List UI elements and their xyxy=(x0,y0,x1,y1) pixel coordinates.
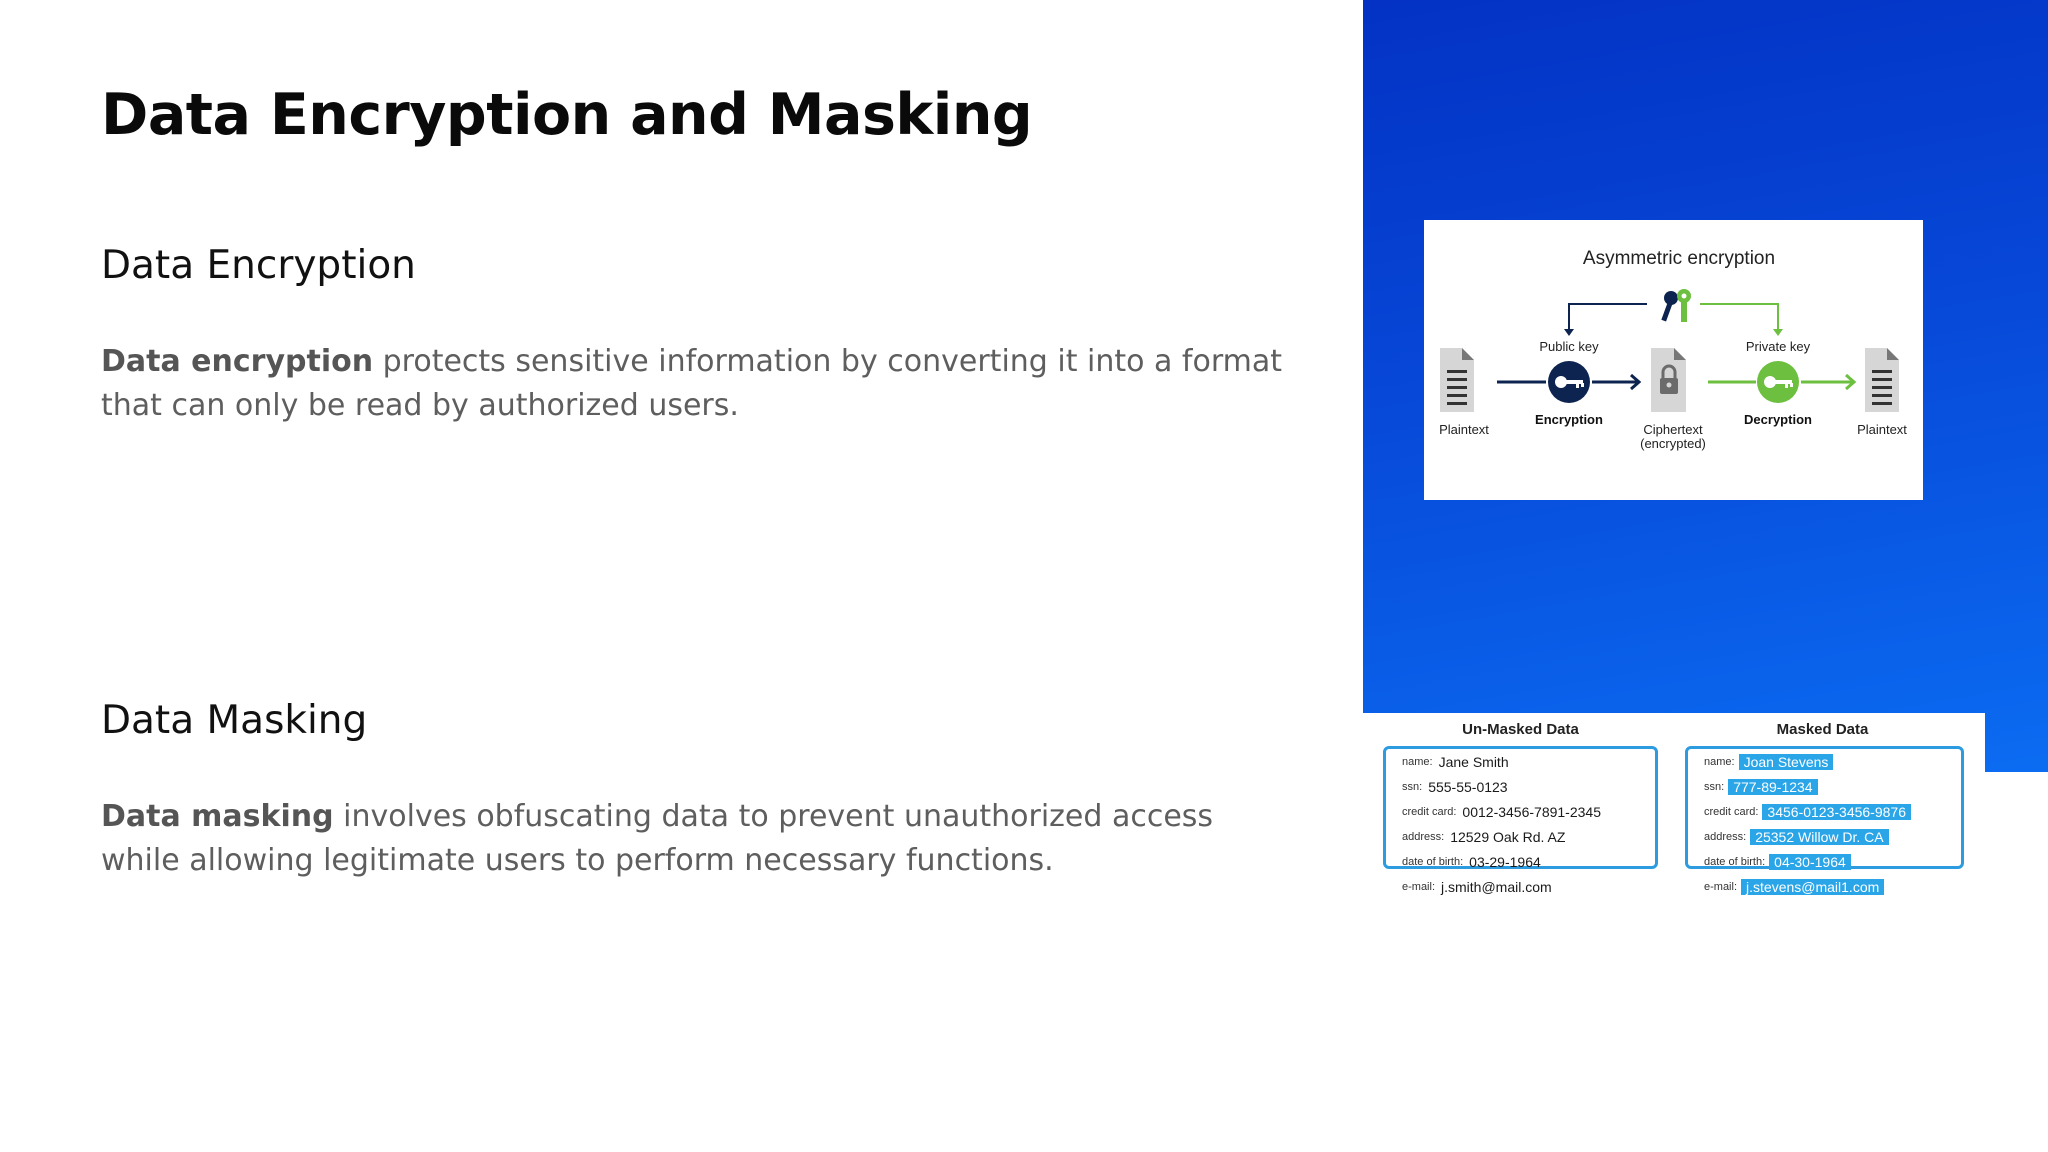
unmasked-field-value: Jane Smith xyxy=(1438,754,1509,770)
unmasked-field-label: address: xyxy=(1402,831,1445,843)
encryption-label: Encryption xyxy=(1535,412,1603,427)
masked-field-value: 3456-0123-3456-9876 xyxy=(1762,804,1911,820)
masking-heading: Data Masking xyxy=(101,698,368,743)
unmasked-field-label: ssn: xyxy=(1402,781,1423,793)
plaintext-document-icon-right xyxy=(1865,348,1899,412)
unmasked-field-label: name: xyxy=(1402,756,1433,768)
masked-field-label: ssn: xyxy=(1704,781,1725,793)
page-title: Data Encryption and Masking xyxy=(101,82,1033,148)
unmasked-row xyxy=(1402,826,1565,848)
encryption-term: Data encryption xyxy=(101,344,374,379)
unmasked-row xyxy=(1402,851,1541,873)
masked-field-label: date of birth: xyxy=(1704,856,1766,868)
unmasked-field-value: 03-29-1964 xyxy=(1469,854,1541,870)
masked-field-label: e-mail: xyxy=(1704,881,1738,893)
plaintext-label-right: Plaintext xyxy=(1857,422,1907,437)
masked-field-value: 04-30-1964 xyxy=(1769,854,1851,870)
private-key-connector xyxy=(1700,304,1778,332)
unmasked-field-value: j.smith@mail.com xyxy=(1441,879,1552,895)
public-key-label: Public key xyxy=(1539,339,1599,354)
diagram-title: Asymmetric encryption xyxy=(1582,248,1776,269)
unmasked-row xyxy=(1402,751,1509,773)
masked-row xyxy=(1704,826,1889,848)
decryption-label: Decryption xyxy=(1744,412,1812,427)
public-key-connector xyxy=(1569,304,1647,332)
decryption-key-icon xyxy=(1757,361,1799,403)
masked-row xyxy=(1704,801,1911,823)
unmasked-row xyxy=(1402,776,1508,798)
unmasked-field-label: credit card: xyxy=(1402,806,1457,818)
masked-field-value: Joan Stevens xyxy=(1739,754,1834,770)
masked-title: Masked Data xyxy=(1776,721,1869,738)
masked-row xyxy=(1704,776,1818,798)
data-masking-comparison xyxy=(1363,713,1985,913)
unmasked-row xyxy=(1402,876,1552,898)
masked-data-box xyxy=(1685,746,1964,895)
masked-field-value: 777-89-1234 xyxy=(1728,779,1817,795)
unmasked-field-value: 12529 Oak Rd. AZ xyxy=(1450,829,1566,845)
encryption-text: protects sensitive information by converting it into a format that can only be read by authorized users. xyxy=(101,344,1283,423)
masked-field-label: credit card: xyxy=(1704,806,1759,818)
masked-row xyxy=(1704,876,1884,898)
unmasked-field-label: e-mail: xyxy=(1402,881,1436,893)
encryption-key-icon xyxy=(1548,361,1590,403)
unmasked-field-value: 555-55-0123 xyxy=(1428,779,1508,795)
encryption-heading: Data Encryption xyxy=(101,243,416,288)
masked-row xyxy=(1704,751,1833,773)
masking-text: involves obfuscating data to prevent unauthorized access while allowing legitimate users to perform necessary functions. xyxy=(101,799,1214,878)
encrypted-label: (encrypted) xyxy=(1640,436,1706,451)
unmasked-title: Un-Masked Data xyxy=(1462,721,1579,738)
private-key-label: Private key xyxy=(1745,339,1811,354)
masking-paragraph xyxy=(101,795,1301,883)
masking-term: Data masking xyxy=(101,799,334,834)
masked-field-value: 25352 Willow Dr. CA xyxy=(1750,829,1888,845)
plaintext-document-icon-left xyxy=(1440,348,1474,412)
encryption-diagram-svg xyxy=(1424,220,1923,500)
plaintext-label-left: Plaintext xyxy=(1439,422,1489,437)
masked-row xyxy=(1704,851,1851,873)
unmasked-field-value: 0012-3456-7891-2345 xyxy=(1462,804,1601,820)
asymmetric-encryption-diagram xyxy=(1424,220,1923,500)
masked-field-label: address: xyxy=(1704,831,1747,843)
ciphertext-document-icon xyxy=(1651,348,1686,412)
masked-field-value: j.stevens@mail1.com xyxy=(1741,879,1884,895)
unmasked-row xyxy=(1402,801,1601,823)
keys-icon xyxy=(1661,289,1691,322)
unmasked-field-label: date of birth: xyxy=(1402,856,1464,868)
encryption-paragraph xyxy=(101,340,1301,428)
ciphertext-label: Ciphertext xyxy=(1643,422,1703,437)
unmasked-data-box xyxy=(1383,746,1658,895)
masked-field-label: name: xyxy=(1704,756,1735,768)
